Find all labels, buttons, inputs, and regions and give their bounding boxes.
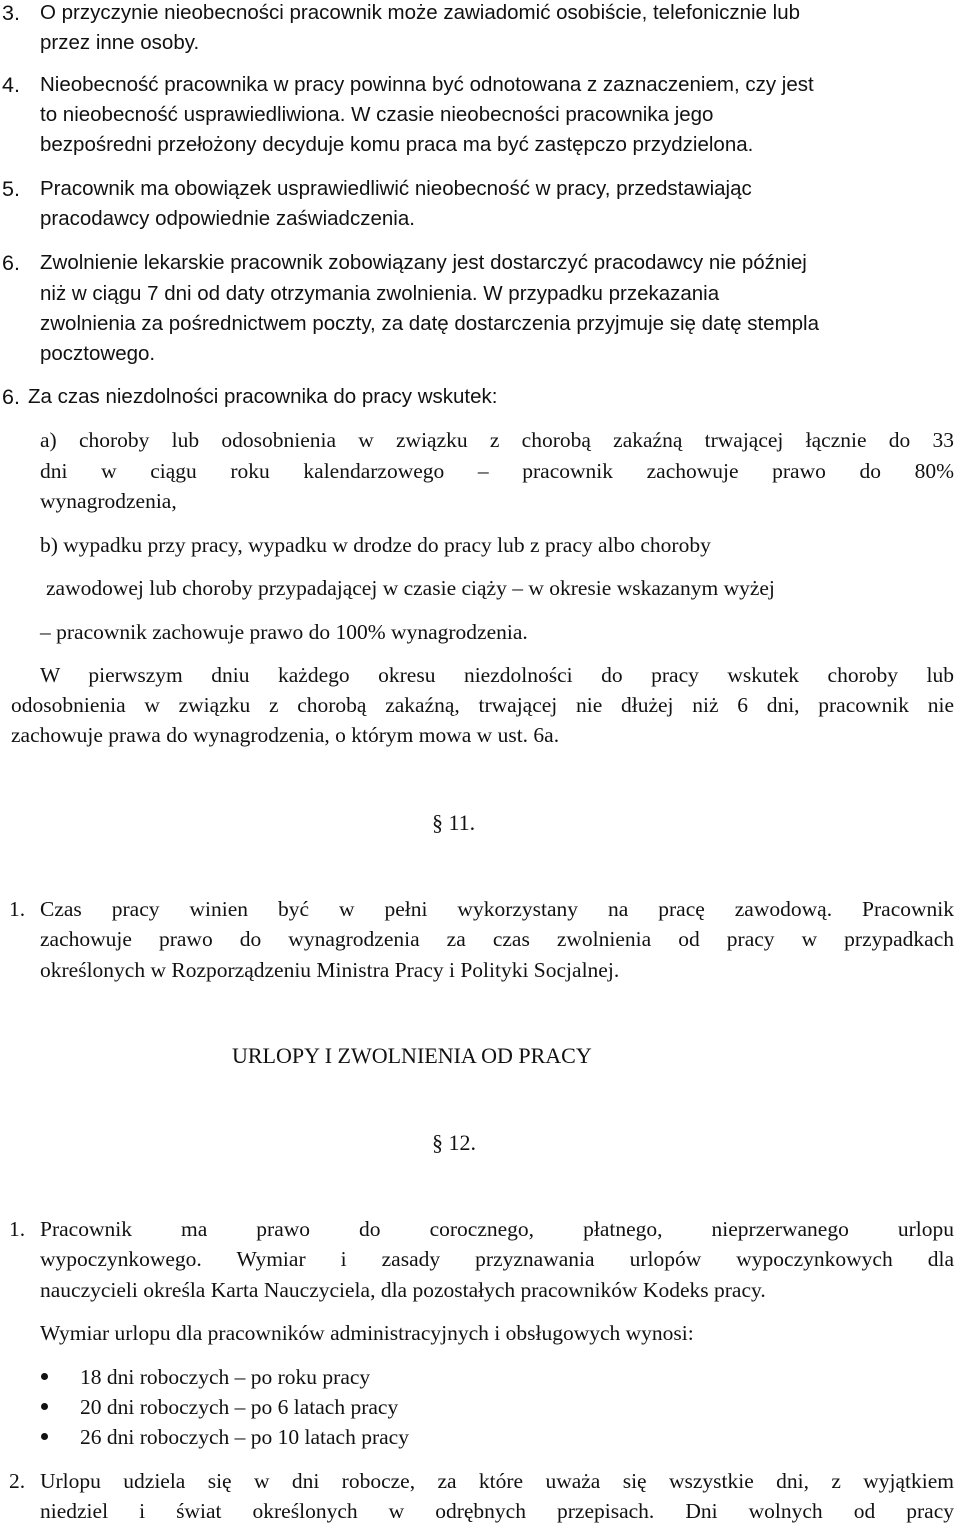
first-day-line-3: zachowuje prawa do wynagrodzenia, o którym mowa w ust. 6a. — [11, 723, 560, 747]
item-4-line-3: bezpośredni przełożony decyduje komu praca ma być zastępczo przydzielona. — [40, 133, 754, 156]
section-11-line-1: Czas pracy winien być w pełni wykorzystany na pracę zawodową. Pracownik — [40, 897, 954, 921]
bullet-icon — [41, 1403, 48, 1410]
point-b-line-3: – pracownik zachowuje prawo do 100% wynagrodzenia. — [40, 620, 528, 644]
item-4-number: 4. — [2, 73, 20, 97]
section-12-p1-number: 1. — [9, 1217, 26, 1241]
point-b-line-2: zawodowej lub choroby przypadającej w czasie ciąży – w okresie wskazanym wyżej — [46, 576, 775, 600]
item-4-line-1: Nieobecność pracownika w pracy powinna być odnotowana z zaznaczeniem, czy jest — [40, 73, 814, 96]
bullet-icon — [41, 1373, 48, 1380]
bullet-item-2: 20 dni roboczych – po 6 latach pracy — [80, 1395, 399, 1419]
section-12-p1-line-3: nauczycieli określa Karta Nauczyciela, dla pozostałych pracowników Kodeks pracy. — [40, 1278, 766, 1302]
chapter-heading: URLOPY I ZWOLNIENIA OD PRACY — [232, 1043, 592, 1068]
item-6a-line-1: Zwolnienie lekarskie pracownik zobowiązany jest dostarczyć pracodawcy nie później — [40, 251, 807, 274]
section-11-line-2: zachowuje prawo do wynagrodzenia za czas zwolnienia od pracy w przypadkach — [40, 927, 954, 951]
section-12-p2-line-1: Urlopu udziela się w dni robocze, za które uważa się wszystkie dni, z wyjątkiem — [40, 1469, 954, 1493]
item-6a-number: 6. — [2, 251, 20, 275]
item-5-line-2: pracodawcy odpowiednie zaświadczenia. — [40, 207, 415, 230]
first-day-line-1: W pierwszym dniu każdego okresu niezdolności do pracy wskutek choroby lub — [40, 663, 954, 687]
point-a-line-2: dni w ciągu roku kalendarzowego – pracownik zachowuje prawo do 80% — [40, 459, 954, 483]
item-3-line-1: O przyczynie nieobecności pracownik może zawiadomić osobiście, telefonicznie lub — [40, 1, 801, 24]
section-12-p1-line-2: wypoczynkowego. Wymiar i zasady przyznawania urlopów wypoczynkowych dla — [40, 1247, 954, 1271]
point-a-line-3: wynagrodzenia, — [40, 489, 177, 513]
section-12-p2-line-2: niedziel i świat określonych w odrębnych przepisach. Dni wolnych od pracy — [40, 1499, 954, 1523]
section-12-p1-line-1: Pracownik ma prawo do corocznego, płatnego, nieprzerwanego urlopu — [40, 1217, 954, 1241]
item-6b-line-1: Za czas niezdolności pracownika do pracy wskutek: — [28, 385, 498, 408]
section-12-title: § 12. — [432, 1130, 476, 1155]
section-12-intro: Wymiar urlopu dla pracowników administracyjnych i obsługowych wynosi: — [40, 1321, 694, 1345]
bullet-item-3: 26 dni roboczych – po 10 latach pracy — [80, 1425, 409, 1449]
section-11-title: § 11. — [432, 810, 476, 835]
item-6a-line-2: niż w ciągu 7 dni od daty otrzymania zwolnienia. W przypadku przekazania — [40, 282, 720, 305]
item-5-line-1: Pracownik ma obowiązek usprawiedliwić nieobecność w pracy, przedstawiając — [40, 177, 752, 200]
section-11-p1-number: 1. — [9, 897, 26, 921]
item-6a-line-3: zwolnienia za pośrednictwem poczty, za datę dostarczenia przyjmuje się datę stempla — [40, 312, 819, 335]
section-11-line-3: określonych w Rozporządzeniu Ministra Pracy i Polityki Socjalnej. — [40, 958, 620, 982]
item-4-line-2: to nieobecność usprawiedliwiona. W czasie nieobecności pracownika jego — [40, 103, 714, 126]
item-3-number: 3. — [2, 1, 20, 25]
item-5-number: 5. — [2, 177, 20, 201]
point-b-line-1: b) wypadku przy pracy, wypadku w drodze do pracy lub z pracy albo choroby — [40, 533, 711, 557]
first-day-line-2: odosobnienia w związku z chorobą zakaźną, trwającej nie dłużej niż 6 dni, pracownik nie — [11, 693, 954, 717]
point-a-line-1: a) choroby lub odosobnienia w związku z chorobą zakaźną trwającej łącznie do 33 — [40, 428, 954, 452]
item-3-line-2: przez inne osoby. — [40, 31, 200, 54]
item-6a-line-4: pocztowego. — [40, 342, 156, 365]
bullet-item-1: 18 dni roboczych – po roku pracy — [80, 1365, 371, 1389]
section-12-p2-number: 2. — [9, 1469, 26, 1493]
item-6b-number: 6. — [2, 385, 20, 409]
bullet-icon — [41, 1433, 48, 1440]
